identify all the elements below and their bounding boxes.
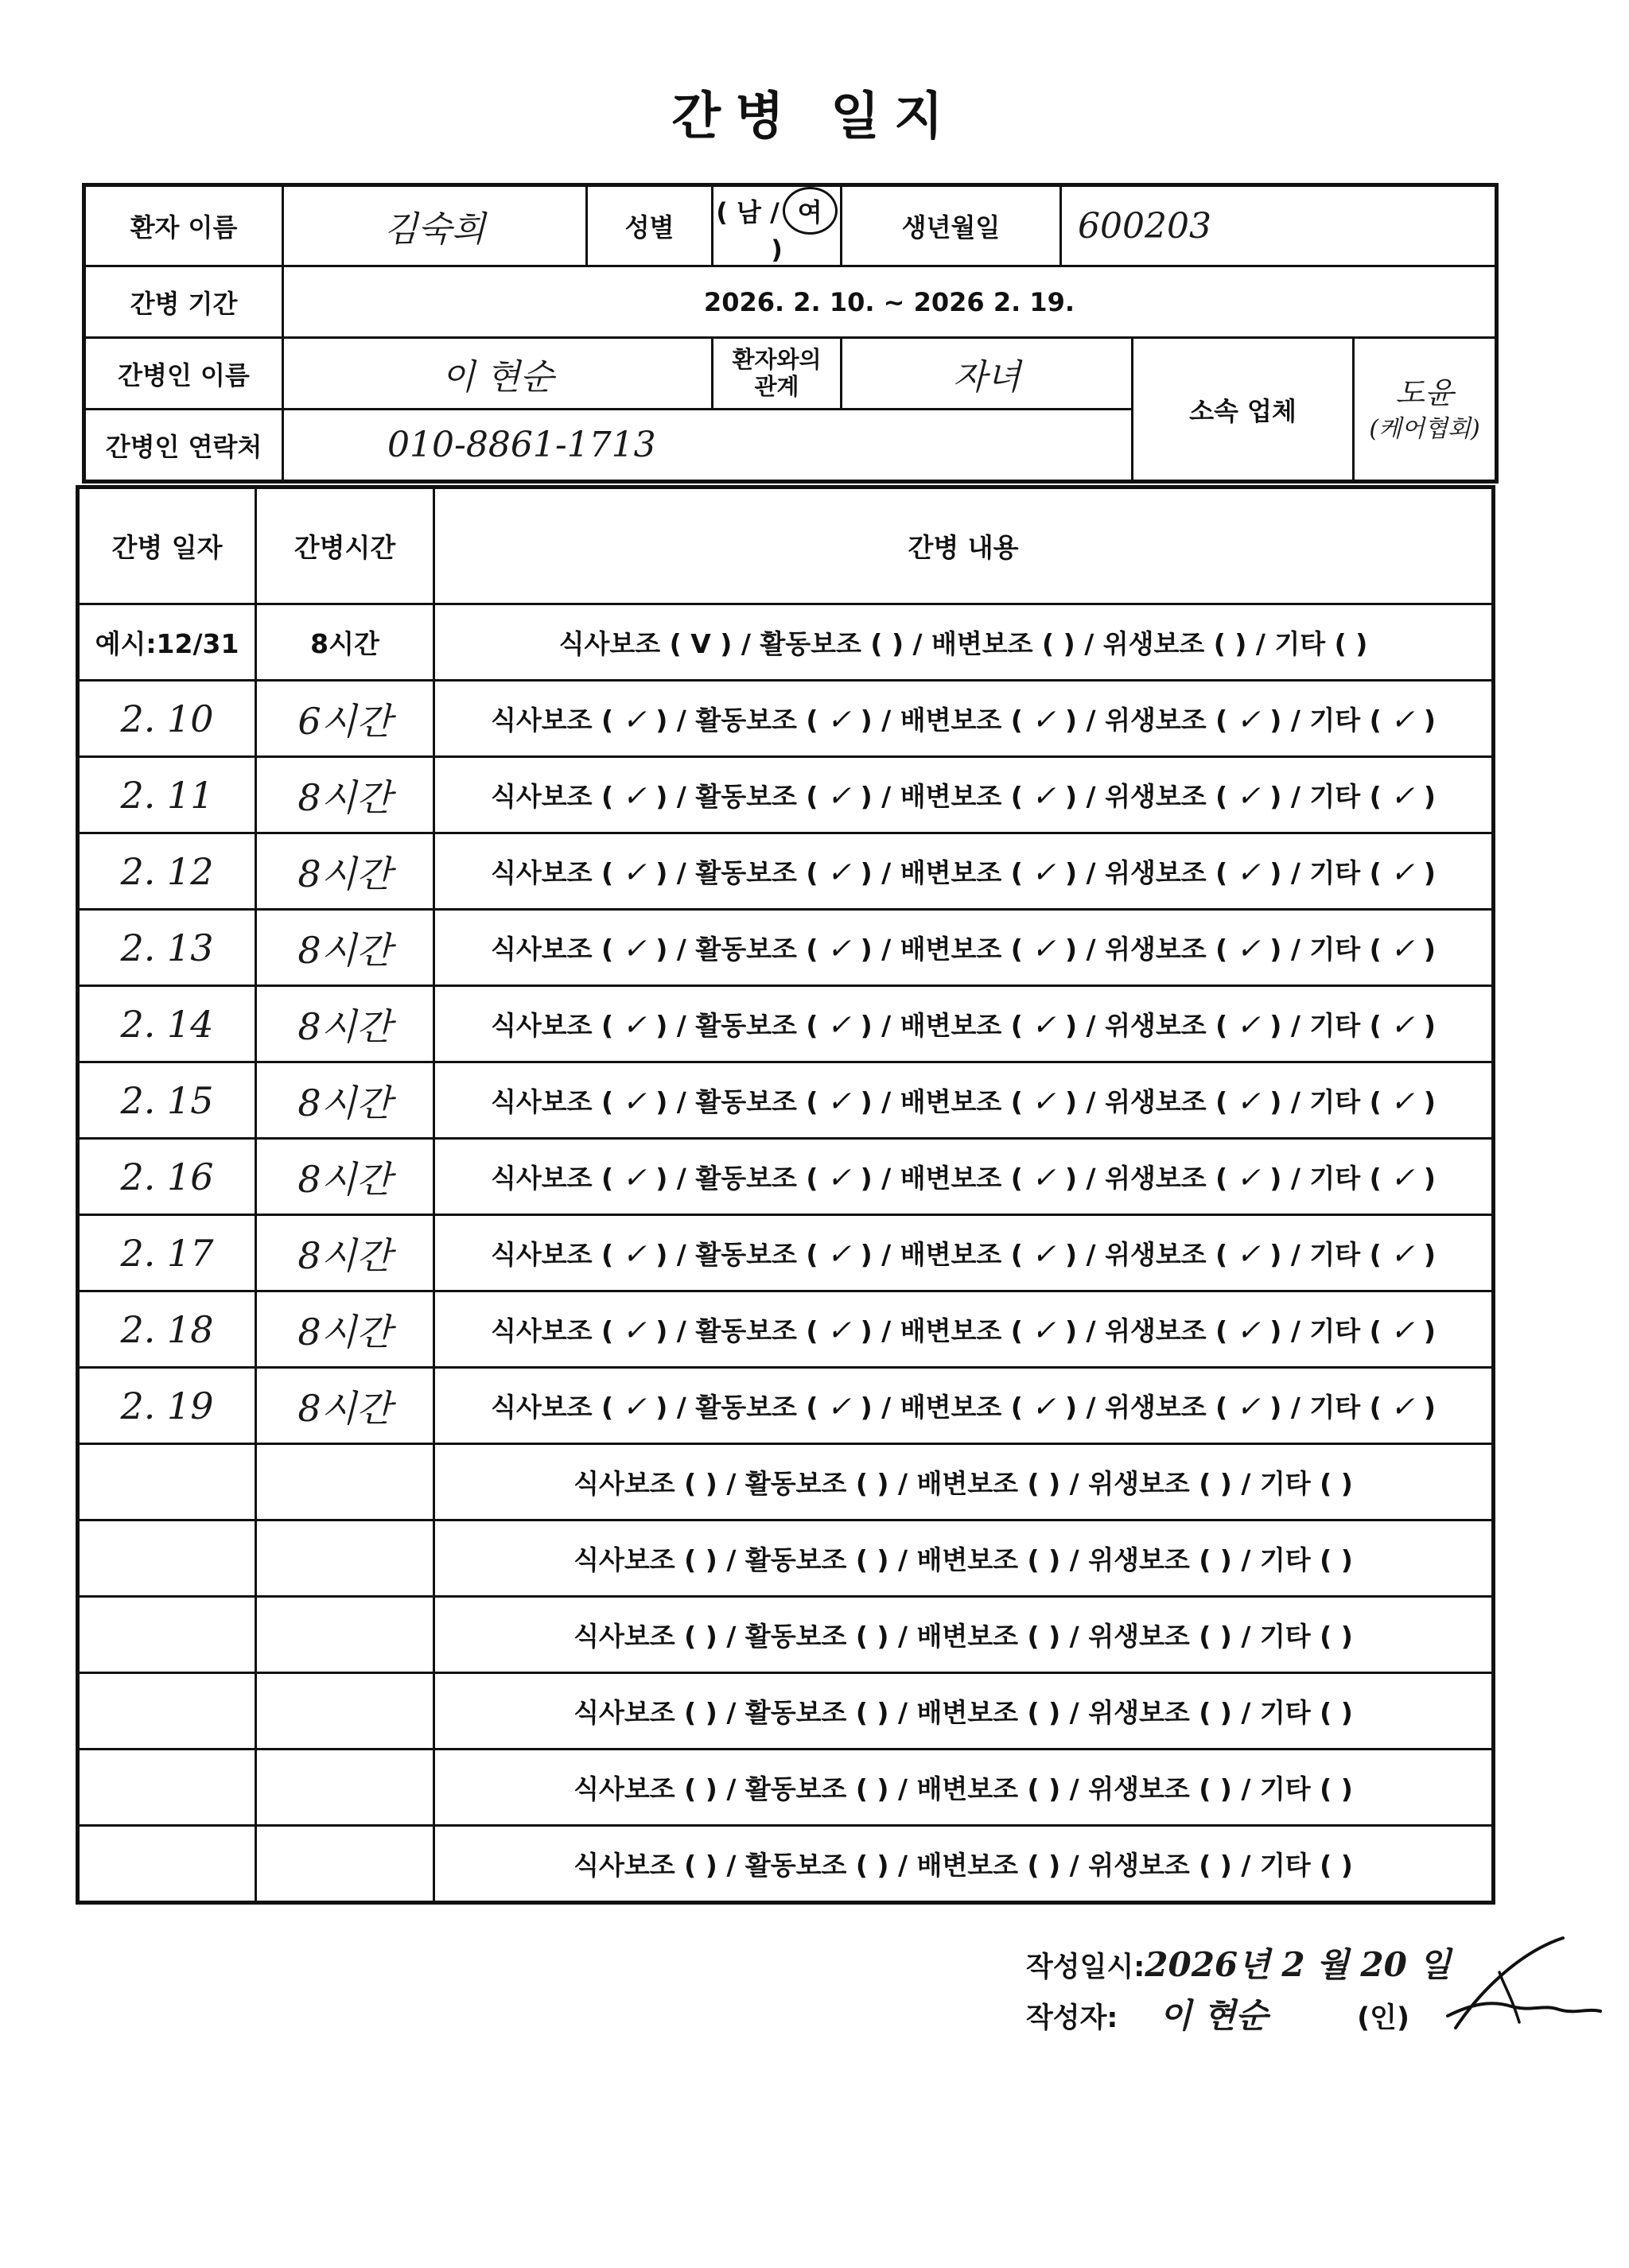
- log-row: [78, 1062, 1494, 1139]
- caregiver-name-value[interactable]: 이 현순: [283, 338, 713, 410]
- care-item-label-activity: 활동보조: [695, 1239, 797, 1270]
- check-mark-activity[interactable]: ✓: [826, 1391, 852, 1423]
- log-row-content: 식사보조 ( ✓ ) / 활동보조 ( ✓ ) / 배변보조 ( ✓ ) / 위생보조 ( ✓ ) / 기타 ( ✓ ): [434, 986, 1494, 1062]
- log-row-date[interactable]: 2. 11: [78, 757, 256, 833]
- empty-log-row: [78, 1826, 1494, 1903]
- footer-author-label: 작성자:: [1026, 2002, 1118, 2034]
- check-mark-activity[interactable]: ✓: [826, 704, 852, 736]
- log-row-content: 식사보조 ( ✓ ) / 활동보조 ( ✓ ) / 배변보조 ( ✓ ) / 위생보조 ( ✓ ) / 기타 ( ✓ ): [434, 1215, 1494, 1291]
- check-mark-activity[interactable]: ✓: [826, 1162, 852, 1194]
- log-row-content: 식사보조 ( ✓ ) / 활동보조 ( ✓ ) / 배변보조 ( ✓ ) / 위생보조 ( ✓ ) / 기타 ( ✓ ): [434, 1139, 1494, 1215]
- check-mark-hygiene[interactable]: ✓: [1236, 1238, 1261, 1271]
- empty-hours-cell[interactable]: [256, 1826, 434, 1903]
- footer-date-value[interactable]: 2026년 2 월 20 일: [1145, 1945, 1452, 1984]
- check-mark-toilet[interactable]: ✓: [1032, 933, 1056, 965]
- footer-date-label: 작성일시:: [1026, 1951, 1145, 1983]
- care-item-label-toilet: 배변보조: [900, 1010, 1002, 1041]
- log-header-row: [78, 487, 1494, 604]
- footer-author: [1026, 1990, 1409, 2037]
- check-mark-activity[interactable]: ✓: [826, 780, 852, 813]
- header-content: 간병 내용: [434, 487, 1494, 604]
- check-mark-other[interactable]: ✓: [1390, 1238, 1415, 1271]
- care-item-label-activity: 활동보조: [695, 1086, 797, 1117]
- care-item-label-meal: 식사보조: [490, 857, 593, 888]
- gender-option-male: ( 남 /: [716, 197, 780, 227]
- empty-log-content[interactable]: 식사보조 ( ) / 활동보조 ( ) / 배변보조 ( ) / 위생보조 ( ) / 기타 ( ): [434, 1750, 1494, 1826]
- care-item-label-other: 기타: [1309, 781, 1361, 812]
- check-mark-meal[interactable]: ✓: [622, 1315, 647, 1347]
- log-row: [78, 1215, 1494, 1291]
- log-row-content: 식사보조 ( ✓ ) / 활동보조 ( ✓ ) / 배변보조 ( ✓ ) / 위생보조 ( ✓ ) / 기타 ( ✓ ): [434, 1368, 1494, 1444]
- log-row-content: 식사보조 ( ✓ ) / 활동보조 ( ✓ ) / 배변보조 ( ✓ ) / 위생보조 ( ✓ ) / 기타 ( ✓ ): [434, 910, 1494, 986]
- empty-date-cell[interactable]: [78, 1826, 256, 1903]
- empty-log-content[interactable]: 식사보조 ( ) / 활동보조 ( ) / 배변보조 ( ) / 위생보조 ( ) / 기타 ( ): [434, 1597, 1494, 1673]
- care-item-label-meal: 식사보조: [490, 934, 593, 965]
- check-mark-toilet[interactable]: ✓: [1032, 780, 1056, 813]
- log-row-date[interactable]: 2. 14: [78, 986, 256, 1062]
- care-item-label-meal: 식사보조: [490, 1086, 593, 1117]
- care-item-label-meal: 식사보조: [490, 705, 593, 736]
- company-value-line1: 도윤: [1395, 375, 1454, 411]
- example-date: 예시:12/31: [78, 604, 256, 681]
- care-item-label-other: 기타: [1309, 1392, 1361, 1423]
- log-row: [78, 986, 1494, 1062]
- care-item-label-toilet: 배변보조: [900, 1239, 1002, 1270]
- log-row-date[interactable]: 2. 16: [78, 1139, 256, 1215]
- care-item-label-activity: 활동보조: [695, 705, 797, 736]
- log-row-content: 식사보조 ( ✓ ) / 활동보조 ( ✓ ) / 배변보조 ( ✓ ) / 위생보조 ( ✓ ) / 기타 ( ✓ ): [434, 757, 1494, 833]
- care-item-label-hygiene: 위생보조: [1105, 1392, 1207, 1423]
- check-mark-meal[interactable]: ✓: [622, 1238, 647, 1271]
- log-row-hours[interactable]: 8시간: [256, 1291, 434, 1368]
- check-mark-meal[interactable]: ✓: [622, 780, 647, 813]
- check-mark-other[interactable]: ✓: [1390, 1162, 1415, 1194]
- company-value[interactable]: [1354, 338, 1497, 482]
- check-mark-activity[interactable]: ✓: [826, 1238, 852, 1271]
- caregiver-name-label: 간병인 이름: [84, 338, 283, 410]
- empty-date-cell[interactable]: [78, 1520, 256, 1597]
- check-mark-meal[interactable]: ✓: [622, 704, 647, 736]
- gender-label: 성별: [587, 185, 713, 266]
- care-item-label-other: 기타: [1309, 1163, 1361, 1194]
- log-row-content: 식사보조 ( ✓ ) / 활동보조 ( ✓ ) / 배변보조 ( ✓ ) / 위생보조 ( ✓ ) / 기타 ( ✓ ): [434, 1062, 1494, 1139]
- care-item-label-other: 기타: [1309, 1315, 1361, 1346]
- check-mark-toilet[interactable]: ✓: [1032, 1009, 1056, 1042]
- care-item-label-other: 기타: [1309, 1010, 1361, 1041]
- check-mark-other[interactable]: ✓: [1390, 856, 1415, 889]
- gender-option-female-circled: 여: [783, 187, 838, 235]
- care-item-label-hygiene: 위생보조: [1105, 1086, 1207, 1117]
- care-item-label-toilet: 배변보조: [900, 1315, 1002, 1346]
- empty-hours-cell[interactable]: [256, 1750, 434, 1826]
- empty-log-row: [78, 1673, 1494, 1750]
- log-row-date[interactable]: 2. 10: [78, 681, 256, 757]
- relation-label-line2: 관계: [754, 372, 799, 400]
- care-item-label-toilet: 배변보조: [900, 934, 1002, 965]
- footer-author-value[interactable]: 이 현순: [1159, 1996, 1268, 2035]
- period-label: 간병 기간: [84, 266, 283, 338]
- empty-log-content[interactable]: 식사보조 ( ) / 활동보조 ( ) / 배변보조 ( ) / 위생보조 ( ) / 기타 ( ): [434, 1826, 1494, 1903]
- empty-log-content[interactable]: 식사보조 ( ) / 활동보조 ( ) / 배변보조 ( ) / 위생보조 ( ) / 기타 ( ): [434, 1444, 1494, 1520]
- care-item-label-meal: 식사보조: [490, 1315, 593, 1346]
- log-row-date[interactable]: 2. 19: [78, 1368, 256, 1444]
- care-item-label-hygiene: 위생보조: [1105, 705, 1207, 736]
- care-item-label-toilet: 배변보조: [900, 1163, 1002, 1194]
- contact-label: 간병인 연락처: [84, 410, 283, 482]
- empty-date-cell[interactable]: [78, 1597, 256, 1673]
- log-row-hours[interactable]: 8시간: [256, 1139, 434, 1215]
- empty-log-row: [78, 1520, 1494, 1597]
- care-item-label-meal: 식사보조: [490, 1392, 593, 1423]
- check-mark-hygiene[interactable]: ✓: [1236, 1009, 1261, 1042]
- care-item-label-hygiene: 위생보조: [1105, 934, 1207, 965]
- empty-date-cell[interactable]: [78, 1750, 256, 1826]
- footer-date: [1026, 1939, 1451, 1986]
- care-item-label-hygiene: 위생보조: [1105, 1163, 1207, 1194]
- empty-log-row: [78, 1597, 1494, 1673]
- log-row: [78, 681, 1494, 757]
- care-item-label-activity: 활동보조: [695, 781, 797, 812]
- log-row-date[interactable]: 2. 18: [78, 1291, 256, 1368]
- check-mark-other[interactable]: ✓: [1390, 704, 1415, 736]
- contact-value[interactable]: 010-8861-1713: [283, 410, 1133, 482]
- company-label: 소속 업체: [1133, 338, 1354, 482]
- check-mark-toilet[interactable]: ✓: [1032, 1162, 1056, 1194]
- empty-date-cell[interactable]: [78, 1444, 256, 1520]
- log-row-hours[interactable]: 8시간: [256, 910, 434, 986]
- check-mark-hygiene[interactable]: ✓: [1236, 1162, 1261, 1194]
- check-mark-activity[interactable]: ✓: [826, 1009, 852, 1042]
- relation-value[interactable]: 자녀: [842, 338, 1133, 410]
- patient-name-label: 환자 이름: [84, 185, 283, 266]
- empty-date-cell[interactable]: [78, 1673, 256, 1750]
- log-row-hours[interactable]: 8시간: [256, 757, 434, 833]
- log-row: [78, 833, 1494, 910]
- care-item-label-toilet: 배변보조: [900, 857, 1002, 888]
- empty-hours-cell[interactable]: [256, 1673, 434, 1750]
- check-mark-toilet[interactable]: ✓: [1032, 1391, 1056, 1423]
- log-row-hours[interactable]: 8시간: [256, 1215, 434, 1291]
- log-row: [78, 1368, 1494, 1444]
- check-mark-other[interactable]: ✓: [1390, 933, 1415, 965]
- check-mark-hygiene[interactable]: ✓: [1236, 780, 1261, 813]
- check-mark-activity[interactable]: ✓: [826, 856, 852, 889]
- care-item-label-toilet: 배변보조: [900, 705, 1002, 736]
- company-value-line2: (케어협회): [1369, 414, 1480, 443]
- care-item-label-toilet: 배변보조: [900, 1392, 1002, 1423]
- care-item-label-meal: 식사보조: [490, 781, 593, 812]
- example-row: [78, 604, 1494, 681]
- footer-seal-label: (인): [1357, 2002, 1409, 2034]
- check-mark-meal[interactable]: ✓: [622, 1009, 647, 1042]
- check-mark-activity[interactable]: ✓: [826, 933, 852, 965]
- check-mark-toilet[interactable]: ✓: [1032, 1238, 1056, 1271]
- empty-hours-cell[interactable]: [256, 1444, 434, 1520]
- care-item-label-hygiene: 위생보조: [1105, 781, 1207, 812]
- empty-hours-cell[interactable]: [256, 1597, 434, 1673]
- care-item-label-other: 기타: [1309, 1086, 1361, 1117]
- log-row: [78, 1139, 1494, 1215]
- relation-label: [713, 338, 842, 410]
- patient-info-table: [82, 183, 1499, 484]
- care-log-table: [76, 485, 1495, 1905]
- log-row-hours[interactable]: 8시간: [256, 1062, 434, 1139]
- log-row-content: 식사보조 ( ✓ ) / 활동보조 ( ✓ ) / 배변보조 ( ✓ ) / 위생보조 ( ✓ ) / 기타 ( ✓ ): [434, 681, 1494, 757]
- care-item-label-hygiene: 위생보조: [1105, 1315, 1207, 1346]
- log-row-hours[interactable]: 8시간: [256, 1368, 434, 1444]
- log-row-date[interactable]: 2. 15: [78, 1062, 256, 1139]
- empty-hours-cell[interactable]: [256, 1520, 434, 1597]
- birth-label: 생년월일: [842, 185, 1061, 266]
- check-mark-activity[interactable]: ✓: [826, 1085, 852, 1118]
- check-mark-meal[interactable]: ✓: [622, 856, 647, 889]
- header-date: 간병 일자: [78, 487, 256, 604]
- check-mark-meal[interactable]: ✓: [622, 933, 647, 965]
- check-mark-other[interactable]: ✓: [1390, 1391, 1415, 1423]
- log-row: [78, 757, 1494, 833]
- check-mark-meal[interactable]: ✓: [622, 1162, 647, 1194]
- care-item-label-activity: 활동보조: [695, 934, 797, 965]
- care-item-label-activity: 활동보조: [695, 1010, 797, 1041]
- care-item-label-other: 기타: [1309, 934, 1361, 965]
- log-row-date[interactable]: 2. 13: [78, 910, 256, 986]
- birth-value[interactable]: 600203: [1061, 185, 1497, 266]
- care-item-label-meal: 식사보조: [490, 1163, 593, 1194]
- patient-name-value[interactable]: 김숙희: [283, 185, 587, 266]
- log-row: [78, 910, 1494, 986]
- care-item-label-hygiene: 위생보조: [1105, 857, 1207, 888]
- empty-log-row: [78, 1444, 1494, 1520]
- care-item-label-toilet: 배변보조: [900, 1086, 1002, 1117]
- check-mark-toilet[interactable]: ✓: [1032, 856, 1056, 889]
- check-mark-hygiene[interactable]: ✓: [1236, 856, 1261, 889]
- check-mark-hygiene[interactable]: ✓: [1236, 933, 1261, 965]
- check-mark-meal[interactable]: ✓: [622, 1391, 647, 1423]
- check-mark-toilet[interactable]: ✓: [1032, 704, 1056, 736]
- check-mark-other[interactable]: ✓: [1390, 780, 1415, 813]
- check-mark-hygiene[interactable]: ✓: [1236, 1315, 1261, 1347]
- document-title: 간병 일지: [671, 87, 958, 146]
- header-hours: 간병시간: [256, 487, 434, 604]
- example-content: 식사보조 ( V ) / 활동보조 ( ) / 배변보조 ( ) / 위생보조 ( ) / 기타 ( ): [434, 604, 1494, 681]
- care-item-label-meal: 식사보조: [490, 1010, 593, 1041]
- log-row-content: 식사보조 ( ✓ ) / 활동보조 ( ✓ ) / 배변보조 ( ✓ ) / 위생보조 ( ✓ ) / 기타 ( ✓ ): [434, 1291, 1494, 1368]
- care-item-label-toilet: 배변보조: [900, 781, 1002, 812]
- check-mark-hygiene[interactable]: ✓: [1236, 1085, 1261, 1118]
- care-item-label-activity: 활동보조: [695, 857, 797, 888]
- gender-close-paren: ): [771, 235, 783, 265]
- care-item-label-other: 기타: [1309, 857, 1361, 888]
- check-mark-hygiene[interactable]: ✓: [1236, 704, 1261, 736]
- signature-scribble: [1424, 1928, 1607, 2032]
- check-mark-other[interactable]: ✓: [1390, 1085, 1415, 1118]
- example-hours: 8시간: [256, 604, 434, 681]
- log-row-hours[interactable]: 8시간: [256, 833, 434, 910]
- empty-log-row: [78, 1750, 1494, 1826]
- empty-log-content[interactable]: 식사보조 ( ) / 활동보조 ( ) / 배변보조 ( ) / 위생보조 ( ) / 기타 ( ): [434, 1520, 1494, 1597]
- relation-label-line1: 환자와의: [732, 346, 822, 374]
- log-row-date[interactable]: 2. 12: [78, 833, 256, 910]
- log-row-hours[interactable]: 8시간: [256, 986, 434, 1062]
- care-item-label-hygiene: 위생보조: [1105, 1239, 1207, 1270]
- care-item-label-activity: 활동보조: [695, 1392, 797, 1423]
- log-row-content: 식사보조 ( ✓ ) / 활동보조 ( ✓ ) / 배변보조 ( ✓ ) / 위생보조 ( ✓ ) / 기타 ( ✓ ): [434, 833, 1494, 910]
- empty-log-content[interactable]: 식사보조 ( ) / 활동보조 ( ) / 배변보조 ( ) / 위생보조 ( ) / 기타 ( ): [434, 1673, 1494, 1750]
- care-item-label-hygiene: 위생보조: [1105, 1010, 1207, 1041]
- check-mark-hygiene[interactable]: ✓: [1236, 1391, 1261, 1423]
- log-row: [78, 1291, 1494, 1368]
- log-row-date[interactable]: 2. 17: [78, 1215, 256, 1291]
- period-value[interactable]: 2026. 2. 10. ~ 2026 2. 19.: [283, 266, 1497, 338]
- check-mark-toilet[interactable]: ✓: [1032, 1315, 1056, 1347]
- care-item-label-activity: 활동보조: [695, 1315, 797, 1346]
- care-item-label-activity: 활동보조: [695, 1163, 797, 1194]
- gender-field[interactable]: [713, 185, 842, 266]
- check-mark-other[interactable]: ✓: [1390, 1315, 1415, 1347]
- care-item-label-other: 기타: [1309, 1239, 1361, 1270]
- check-mark-toilet[interactable]: ✓: [1032, 1085, 1056, 1118]
- check-mark-other[interactable]: ✓: [1390, 1009, 1415, 1042]
- care-item-label-meal: 식사보조: [490, 1239, 593, 1270]
- check-mark-meal[interactable]: ✓: [622, 1085, 647, 1118]
- care-log-body: [78, 487, 1494, 1903]
- care-item-label-other: 기타: [1309, 705, 1361, 736]
- log-row-hours[interactable]: 6시간: [256, 681, 434, 757]
- check-mark-activity[interactable]: ✓: [826, 1315, 852, 1347]
